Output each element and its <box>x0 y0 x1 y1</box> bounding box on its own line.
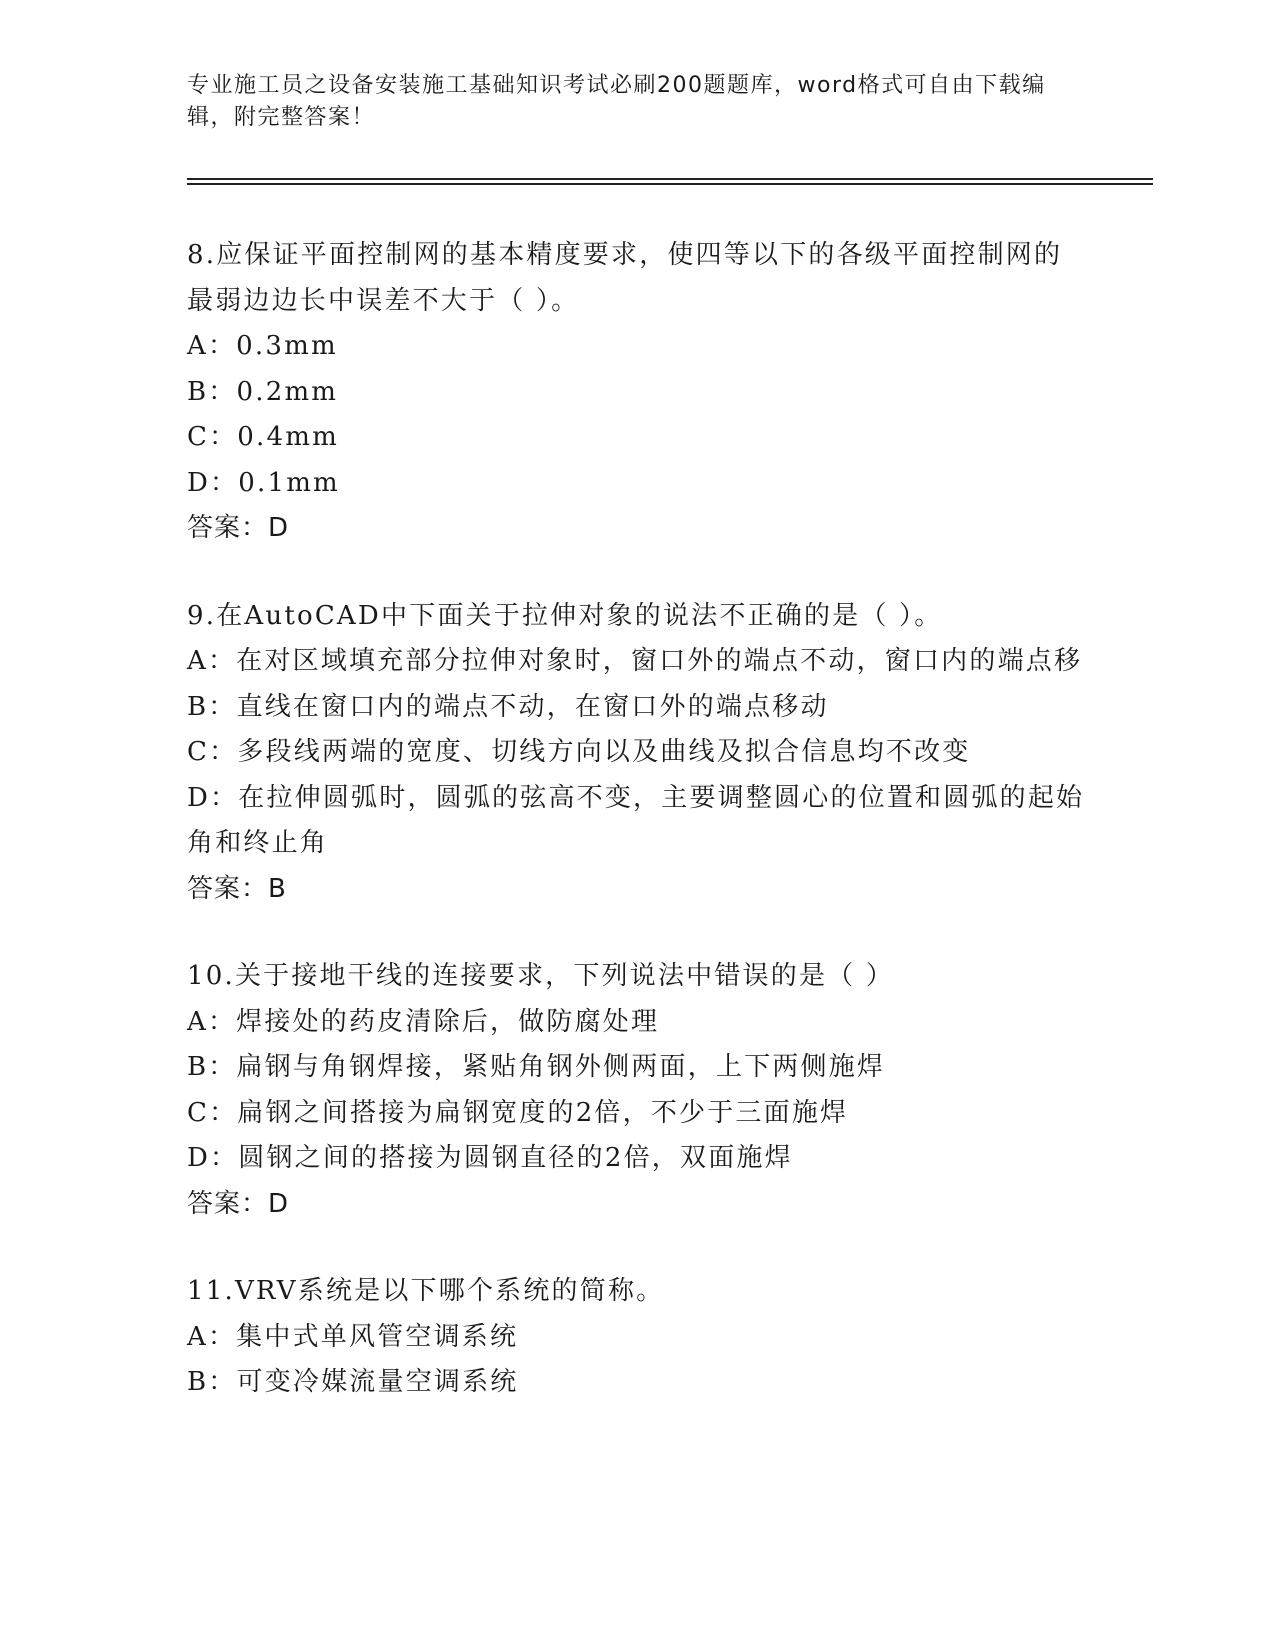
question-stem: 10.关于接地干线的连接要求，下列说法中错误的是（ ） <box>187 961 895 991</box>
option-a: A：在对区域填充部分拉伸对象时，窗口外的端点不动，窗口内的端点移 <box>187 646 1083 676</box>
option-a: A：0.3mm <box>187 331 338 361</box>
question-11 <box>187 1269 1087 1406</box>
option-b: B：可变冷媒流量空调系统 <box>187 1367 519 1397</box>
answer: 答案：D <box>187 513 290 543</box>
option-c: C：扁钢之间搭接为扁钢宽度的2倍，不少于三面施焊 <box>187 1097 849 1128</box>
header-divider-bottom <box>187 183 1153 185</box>
option-b: B：扁钢与角钢焊接，紧贴角钢外侧两面，上下两侧施焊 <box>187 1052 886 1082</box>
document-header: 专业施工员之设备安装施工基础知识考试必刷200题题库，word格式可自由下载编辑，附完整答案！ <box>187 73 1046 130</box>
question-stem: 9.在AutoCAD中下面关于拉伸对象的说法不正确的是（ ）。 <box>187 600 943 631</box>
option-d: D：0.1mm <box>187 467 340 498</box>
option-a: A：集中式单风管空调系统 <box>187 1321 519 1352</box>
option-d: D：圆钢之间的搭接为圆钢直径的2倍，双面施焊 <box>187 1143 793 1173</box>
answer: 答案：B <box>187 873 287 904</box>
question-stem: 8.应保证平面控制网的基本精度要求，使四等以下的各级平面控制网的最弱边边长中误差不大于（ ）。 <box>187 240 1063 316</box>
option-a: A：焊接处的药皮清除后，做防腐处理 <box>187 1006 660 1037</box>
question-8 <box>187 233 1087 552</box>
option-c: C：0.4mm <box>187 422 339 452</box>
header-divider-top <box>187 178 1153 180</box>
question-9 <box>187 594 1087 913</box>
option-c: C：多段线两端的宽度、切线方向以及曲线及拟合信息均不改变 <box>187 737 971 767</box>
option-b: B：0.2mm <box>187 376 339 407</box>
option-d: D：在拉伸圆弧时，圆弧的弦高不变，主要调整圆心的位置和圆弧的起始角和终止角 <box>187 782 1085 858</box>
question-list <box>187 233 1087 1448</box>
answer: 答案：D <box>187 1188 290 1219</box>
question-10 <box>187 954 1087 1227</box>
question-stem: 11.VRV系统是以下哪个系统的简称。 <box>187 1276 665 1306</box>
option-b: B：直线在窗口内的端点不动，在窗口外的端点移动 <box>187 691 829 722</box>
